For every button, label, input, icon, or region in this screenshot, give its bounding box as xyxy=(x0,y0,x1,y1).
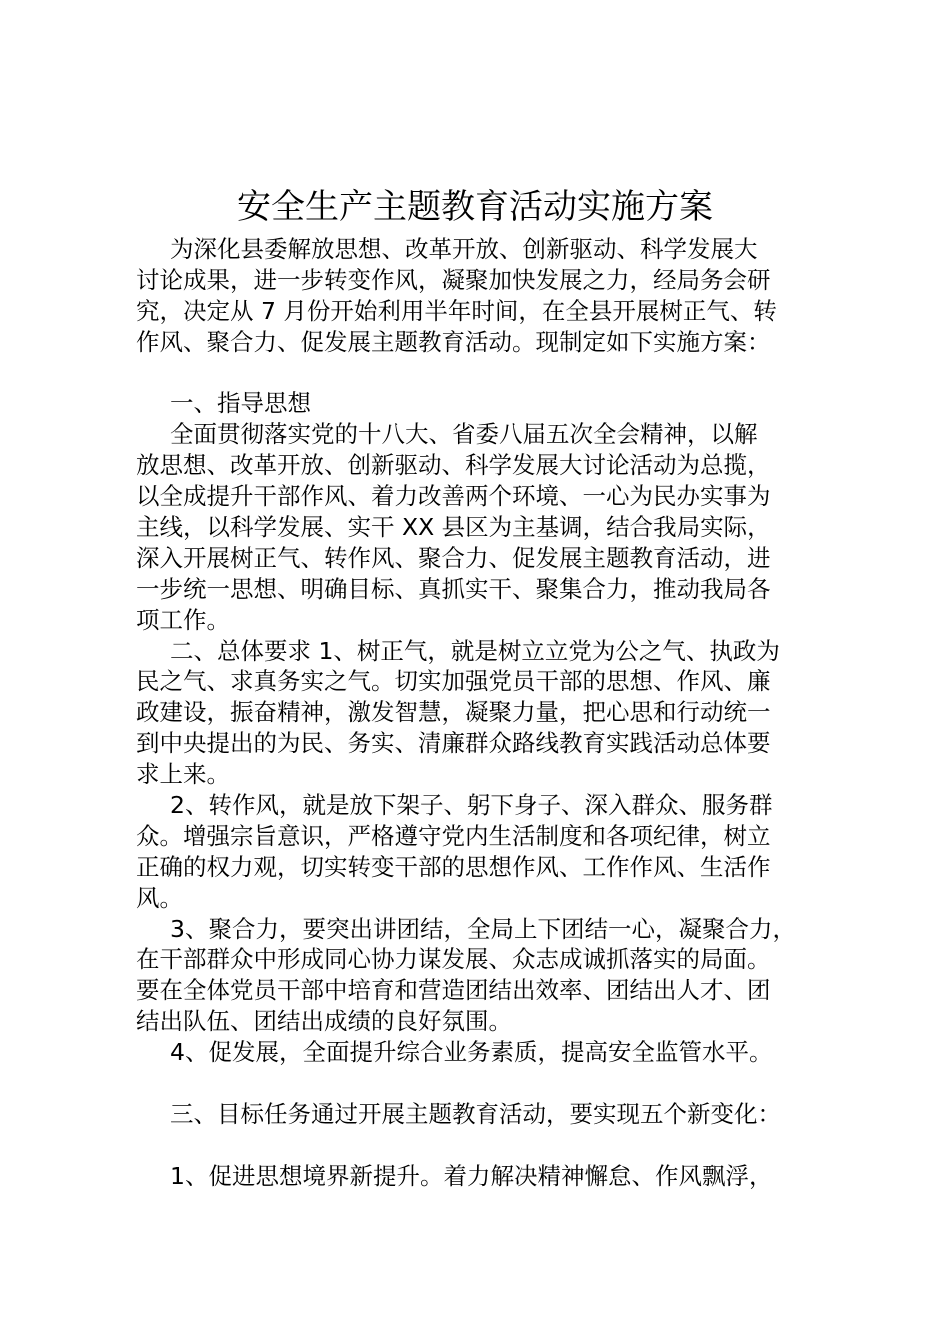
section-heading: 一、指导思想 xyxy=(170,389,311,418)
paragraph-line: 众。增强宗旨意识，严格遵守党内生活制度和各项纪律，树立 xyxy=(136,821,771,850)
section-heading: 三、目标任务通过开展主题教育活动，要实现五个新变化： xyxy=(170,1099,781,1128)
paragraph-line: 到中央提出的为民、务实、清廉群众路线教育实践活动总体要 xyxy=(136,729,771,758)
paragraph-line: 风。 xyxy=(136,883,183,912)
paragraph-line: 3、聚合力，要突出讲团结，全局上下团结一心，凝聚合力， xyxy=(170,914,796,943)
paragraph-line: 为深化县委解放思想、改革开放、创新驱动、科学发展大 xyxy=(170,235,758,263)
paragraph-line: 结出队伍、团结出成绩的良好氛围。 xyxy=(136,1007,512,1036)
paragraph-line: 政建设，振奋精神，激发智慧，凝聚力量，把心思和行动统一 xyxy=(136,698,771,727)
paragraph-line: 一步统一思想、明确目标、真抓实干、聚集合力，推动我局各 xyxy=(136,574,771,603)
paragraph-line: 作风、聚合力、促发展主题教育活动。现制定如下实施方案： xyxy=(136,327,771,356)
paragraph-line: 4、促发展，全面提升综合业务素质，提高安全监管水平。 xyxy=(170,1038,773,1067)
document-body xyxy=(136,234,836,1192)
paragraph-line: 放思想、改革开放、创新驱动、科学发展大讨论活动为总揽， xyxy=(136,451,771,480)
paragraph-line: 求上来。 xyxy=(136,760,230,789)
paragraph-line: 要在全体党员干部中培育和营造团结出效率、团结出人才、团 xyxy=(136,976,771,1005)
paragraph-line: 主线，以科学发展、实干 XX 县区为主基调，结合我局实际， xyxy=(136,513,771,542)
paragraph-line: 民之气、求真务实之气。切实加强党员干部的思想、作风、廉 xyxy=(136,667,771,696)
paragraph-line: 以全成提升干部作风、着力改善两个环境、一心为民办实事为 xyxy=(136,482,771,511)
blank-line xyxy=(136,358,836,389)
paragraph-line: 讨论成果，进一步转变作风，凝聚加快发展之力，经局务会研 xyxy=(136,265,771,294)
blank-line xyxy=(136,1068,836,1099)
paragraph-line: 1、促进思想境界新提升。着力解决精神懈怠、作风飘浮， xyxy=(170,1161,773,1190)
paragraph-line: 2、转作风，就是放下架子、躬下身子、深入群众、服务群 xyxy=(170,791,773,820)
section-heading: 二、总体要求 1、树正气，就是树立立党为公之气、执政为 xyxy=(170,636,780,665)
paragraph-line: 全面贯彻落实党的十八大、省委八届五次全会精神，以解 xyxy=(170,420,758,449)
blank-line xyxy=(136,1130,836,1161)
paragraph-line: 项工作。 xyxy=(136,605,230,634)
paragraph-line: 深入开展树正气、转作风、聚合力、促发展主题教育活动，进 xyxy=(136,543,771,572)
paragraph-line: 正确的权力观，切实转变干部的思想作风、工作作风、生活作 xyxy=(136,852,771,881)
paragraph-line: 究，决定从 7 月份开始利用半年时间，在全县开展树正气、转 xyxy=(136,296,777,325)
paragraph-line: 在干部群众中形成同心协力谋发展、众志成诚抓落实的局面。 xyxy=(136,945,771,974)
document-title: 安全生产主题教育活动实施方案 xyxy=(237,187,713,227)
